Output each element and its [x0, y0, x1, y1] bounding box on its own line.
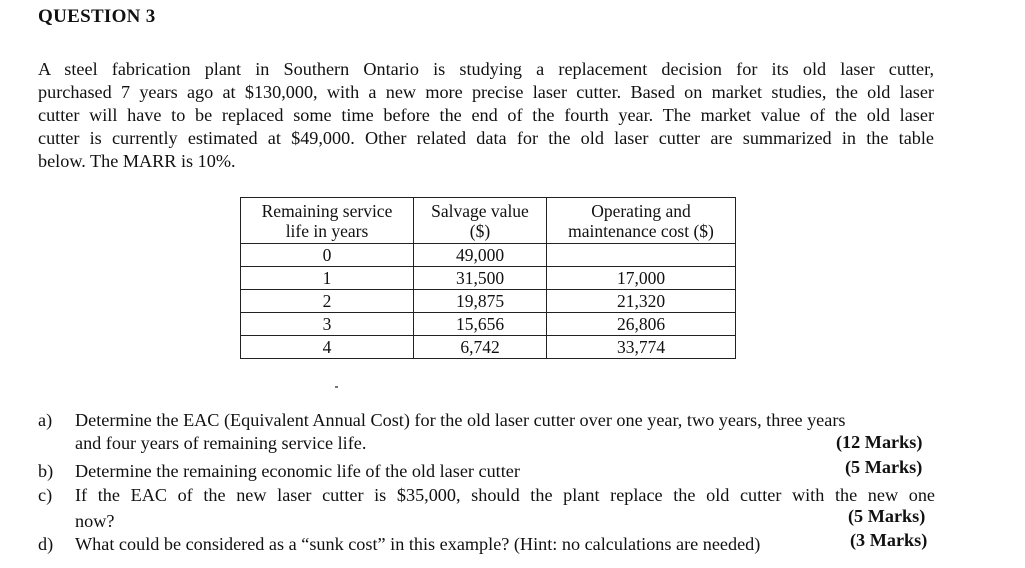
table-row: [241, 336, 736, 359]
table-header-row: [241, 198, 736, 244]
problem-statement: [38, 58, 934, 173]
question-marks: (5 Marks): [848, 506, 926, 526]
question-label: b): [38, 461, 54, 481]
cell-om-cost: [547, 244, 736, 267]
cell-om-cost: 17,000: [547, 267, 736, 290]
cell-om-cost: 21,320: [547, 290, 736, 313]
question-text: Determine the EAC (Equivalent Annual Cost) for the old laser cutter over one year, two years, three years: [75, 410, 846, 430]
cell-year: 0: [241, 244, 414, 267]
table-row: [241, 244, 736, 267]
cell-salvage: 19,875: [414, 290, 547, 313]
question-label: c): [38, 485, 53, 505]
question-text: Determine the remaining economic life of the old laser cutter: [75, 461, 520, 481]
question-text: and four years of remaining service life.: [75, 433, 367, 453]
cell-year: 2: [241, 290, 414, 313]
question-marks: (5 Marks): [845, 457, 923, 477]
question-marks: (3 Marks): [850, 530, 928, 550]
cell-salvage: 6,742: [414, 336, 547, 359]
table-row: [241, 290, 736, 313]
table-row: [241, 267, 736, 290]
statement-line: A steel fabrication plant in Southern Ontario is studying a replacement decision for its old laser cutter,: [38, 59, 934, 79]
question-marks: (12 Marks): [836, 432, 923, 452]
cell-om-cost: 26,806: [547, 313, 736, 336]
question-label: d): [38, 534, 54, 554]
header-om-cost: Operating and maintenance cost ($): [547, 198, 736, 244]
cell-year: 1: [241, 267, 414, 290]
scan-speck: [335, 386, 338, 388]
statement-line: cutter will have to be replaced some time before the end of the fourth year. The market value of the old laser: [38, 105, 934, 125]
header-salvage-value: Salvage value ($): [414, 198, 547, 244]
header-remaining-life: Remaining service life in years: [241, 198, 414, 244]
question-text: now?: [75, 511, 115, 531]
cell-salvage: 49,000: [414, 244, 547, 267]
cell-om-cost: 33,774: [547, 336, 736, 359]
cell-salvage: 15,656: [414, 313, 547, 336]
cell-year: 4: [241, 336, 414, 359]
question-label: a): [38, 410, 53, 430]
question-text: If the EAC of the new laser cutter is $35,000, should the plant replace the old cutter with the new one: [75, 485, 935, 505]
table-row: [241, 313, 736, 336]
cell-year: 3: [241, 313, 414, 336]
cell-salvage: 31,500: [414, 267, 547, 290]
statement-line: cutter is currently estimated at $49,000. Other related data for the old laser cutter are summarized in the table: [38, 128, 934, 148]
question-text: What could be considered as a “sunk cost” in this example? (Hint: no calculations are needed): [75, 534, 761, 554]
statement-line: below. The MARR is 10%.: [38, 151, 236, 171]
statement-line: purchased 7 years ago at $130,000, with a new more precise laser cutter. Based on market studies, the old laser: [38, 82, 934, 102]
laser-cutter-data-table: [240, 197, 736, 359]
question-title: QUESTION 3: [38, 6, 156, 27]
